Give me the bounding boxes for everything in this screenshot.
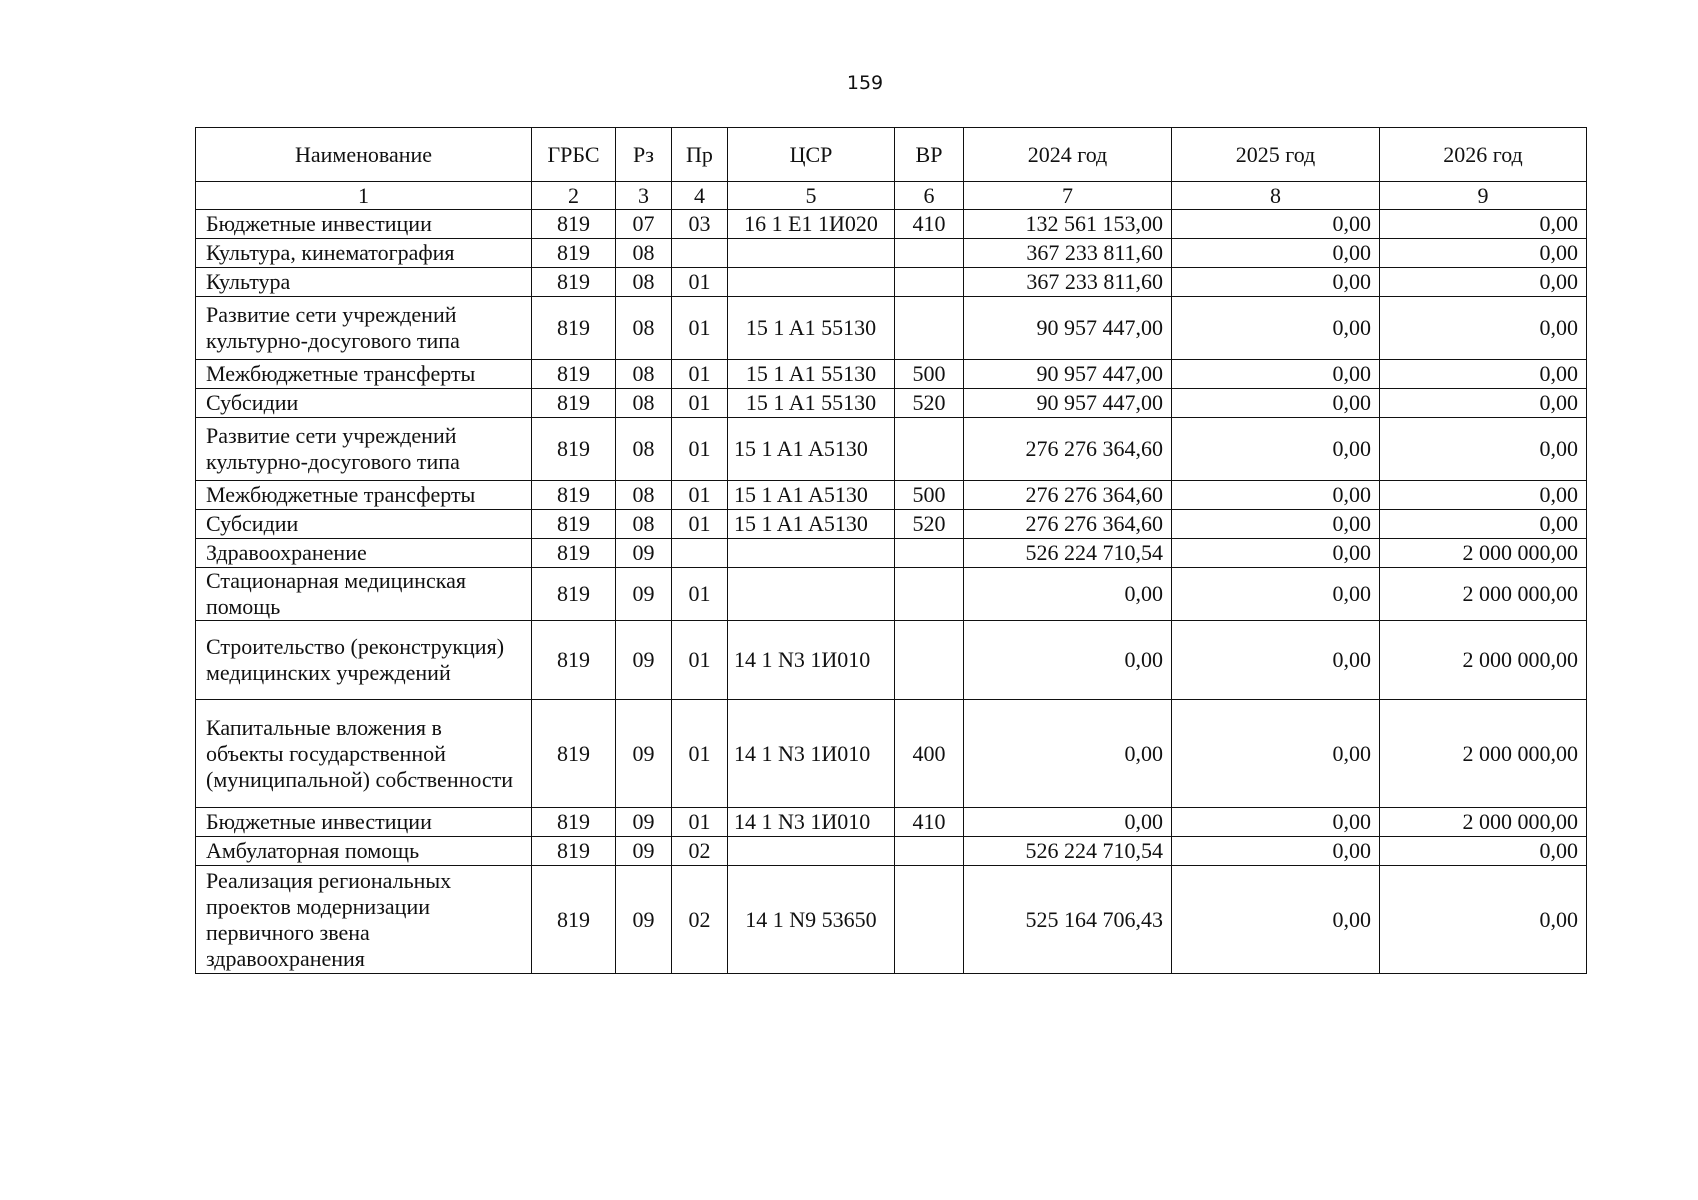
cell-rz: 08 — [616, 297, 672, 360]
cell-pr — [672, 539, 728, 568]
cell-csr: 15 1 A1 A5130 — [728, 418, 895, 481]
table-row — [196, 389, 1587, 418]
cell-csr — [728, 837, 895, 866]
cell-rz: 09 — [616, 808, 672, 837]
cell-vr — [895, 268, 964, 297]
cell-2024: 367 233 811,60 — [964, 268, 1172, 297]
cell-pr: 01 — [672, 621, 728, 700]
header-2025: 2025 год — [1172, 128, 1380, 182]
cell-name: Межбюджетные трансферты — [196, 481, 532, 510]
column-number: 9 — [1380, 182, 1587, 210]
cell-pr: 01 — [672, 268, 728, 297]
cell-2026: 0,00 — [1380, 210, 1587, 239]
cell-grbs: 819 — [532, 700, 616, 808]
cell-vr — [895, 568, 964, 621]
cell-csr — [728, 239, 895, 268]
cell-2026: 0,00 — [1380, 837, 1587, 866]
cell-csr — [728, 539, 895, 568]
column-number: 4 — [672, 182, 728, 210]
cell-2025: 0,00 — [1172, 808, 1380, 837]
cell-2026: 0,00 — [1380, 268, 1587, 297]
column-number: 5 — [728, 182, 895, 210]
cell-rz: 08 — [616, 360, 672, 389]
table-row — [196, 837, 1587, 866]
cell-pr: 01 — [672, 808, 728, 837]
cell-2025: 0,00 — [1172, 418, 1380, 481]
cell-grbs: 819 — [532, 360, 616, 389]
cell-rz: 08 — [616, 239, 672, 268]
cell-2024: 90 957 447,00 — [964, 389, 1172, 418]
column-number: 3 — [616, 182, 672, 210]
cell-grbs: 819 — [532, 210, 616, 239]
cell-pr: 01 — [672, 360, 728, 389]
cell-pr — [672, 239, 728, 268]
cell-rz: 09 — [616, 866, 672, 974]
cell-grbs: 819 — [532, 510, 616, 539]
cell-vr: 500 — [895, 360, 964, 389]
cell-name: Развитие сети учреждений культурно-досугового типа — [196, 297, 532, 360]
column-number-row — [196, 182, 1587, 210]
cell-2026: 0,00 — [1380, 481, 1587, 510]
cell-2025: 0,00 — [1172, 360, 1380, 389]
cell-rz: 08 — [616, 481, 672, 510]
cell-pr: 03 — [672, 210, 728, 239]
cell-pr: 01 — [672, 389, 728, 418]
cell-name: Реализация региональных проектов модернизации первичного звена здравоохранения — [196, 866, 532, 974]
cell-name: Субсидии — [196, 510, 532, 539]
header-2026: 2026 год — [1380, 128, 1587, 182]
table-row — [196, 481, 1587, 510]
header-row — [196, 128, 1587, 182]
cell-2025: 0,00 — [1172, 297, 1380, 360]
cell-grbs: 819 — [532, 389, 616, 418]
cell-pr: 02 — [672, 837, 728, 866]
cell-vr — [895, 297, 964, 360]
cell-grbs: 819 — [532, 481, 616, 510]
cell-pr: 01 — [672, 510, 728, 539]
cell-2024: 90 957 447,00 — [964, 360, 1172, 389]
cell-pr: 01 — [672, 297, 728, 360]
cell-2026: 2 000 000,00 — [1380, 539, 1587, 568]
cell-csr — [728, 268, 895, 297]
cell-csr: 14 1 N3 1И010 — [728, 808, 895, 837]
cell-grbs: 819 — [532, 568, 616, 621]
cell-2024: 0,00 — [964, 808, 1172, 837]
cell-csr: 15 1 A1 A5130 — [728, 481, 895, 510]
cell-vr: 410 — [895, 808, 964, 837]
cell-rz: 09 — [616, 568, 672, 621]
cell-vr — [895, 539, 964, 568]
cell-2024: 367 233 811,60 — [964, 239, 1172, 268]
column-number: 7 — [964, 182, 1172, 210]
cell-grbs: 819 — [532, 539, 616, 568]
table-row — [196, 360, 1587, 389]
cell-2026: 2 000 000,00 — [1380, 808, 1587, 837]
cell-name: Капитальные вложения в объекты государственной (муниципальной) собственности — [196, 700, 532, 808]
header-grbs: ГРБС — [532, 128, 616, 182]
cell-2025: 0,00 — [1172, 239, 1380, 268]
table-row — [196, 621, 1587, 700]
cell-2026: 0,00 — [1380, 510, 1587, 539]
cell-vr: 520 — [895, 389, 964, 418]
cell-name: Субсидии — [196, 389, 532, 418]
cell-2025: 0,00 — [1172, 568, 1380, 621]
cell-rz: 09 — [616, 539, 672, 568]
table-row — [196, 700, 1587, 808]
cell-vr — [895, 866, 964, 974]
cell-grbs: 819 — [532, 621, 616, 700]
cell-csr: 15 1 A1 A5130 — [728, 510, 895, 539]
budget-table — [195, 127, 1587, 974]
cell-rz: 09 — [616, 700, 672, 808]
table-row — [196, 866, 1587, 974]
cell-2026: 0,00 — [1380, 360, 1587, 389]
header-2024: 2024 год — [964, 128, 1172, 182]
cell-vr — [895, 418, 964, 481]
cell-2026: 2 000 000,00 — [1380, 700, 1587, 808]
cell-2025: 0,00 — [1172, 700, 1380, 808]
cell-csr: 16 1 E1 1И020 — [728, 210, 895, 239]
table-row — [196, 808, 1587, 837]
cell-name: Бюджетные инвестиции — [196, 210, 532, 239]
header-name: Наименование — [196, 128, 532, 182]
cell-grbs: 819 — [532, 268, 616, 297]
cell-name: Амбулаторная помощь — [196, 837, 532, 866]
table-row — [196, 297, 1587, 360]
cell-name: Культура, кинематография — [196, 239, 532, 268]
cell-2024: 276 276 364,60 — [964, 510, 1172, 539]
cell-2025: 0,00 — [1172, 268, 1380, 297]
cell-2024: 132 561 153,00 — [964, 210, 1172, 239]
header-vr: ВР — [895, 128, 964, 182]
cell-grbs: 819 — [532, 837, 616, 866]
cell-2026: 2 000 000,00 — [1380, 621, 1587, 700]
cell-grbs: 819 — [532, 418, 616, 481]
cell-name: Стационарная медицинская помощь — [196, 568, 532, 621]
cell-pr: 02 — [672, 866, 728, 974]
cell-csr: 14 1 N3 1И010 — [728, 700, 895, 808]
cell-2025: 0,00 — [1172, 837, 1380, 866]
cell-name: Развитие сети учреждений культурно-досугового типа — [196, 418, 532, 481]
table-row — [196, 568, 1587, 621]
cell-pr: 01 — [672, 418, 728, 481]
cell-2025: 0,00 — [1172, 539, 1380, 568]
cell-2026: 0,00 — [1380, 239, 1587, 268]
cell-name: Межбюджетные трансферты — [196, 360, 532, 389]
cell-2025: 0,00 — [1172, 389, 1380, 418]
cell-grbs: 819 — [532, 866, 616, 974]
cell-2024: 0,00 — [964, 621, 1172, 700]
cell-2025: 0,00 — [1172, 210, 1380, 239]
cell-rz: 08 — [616, 418, 672, 481]
cell-vr: 400 — [895, 700, 964, 808]
cell-pr: 01 — [672, 481, 728, 510]
cell-rz: 08 — [616, 510, 672, 539]
cell-2026: 0,00 — [1380, 297, 1587, 360]
page-number: 159 — [846, 72, 884, 94]
column-number: 8 — [1172, 182, 1380, 210]
header-rz: Рз — [616, 128, 672, 182]
cell-vr: 520 — [895, 510, 964, 539]
table-row — [196, 268, 1587, 297]
cell-2024: 276 276 364,60 — [964, 418, 1172, 481]
cell-csr: 15 1 A1 55130 — [728, 389, 895, 418]
cell-2024: 525 164 706,43 — [964, 866, 1172, 974]
cell-grbs: 819 — [532, 239, 616, 268]
cell-vr: 500 — [895, 481, 964, 510]
cell-rz: 09 — [616, 837, 672, 866]
cell-2026: 2 000 000,00 — [1380, 568, 1587, 621]
table-row — [196, 539, 1587, 568]
cell-csr — [728, 568, 895, 621]
cell-vr — [895, 239, 964, 268]
cell-rz: 08 — [616, 389, 672, 418]
cell-csr: 15 1 A1 55130 — [728, 360, 895, 389]
cell-2025: 0,00 — [1172, 481, 1380, 510]
table-row — [196, 418, 1587, 481]
cell-2026: 0,00 — [1380, 866, 1587, 974]
cell-2026: 0,00 — [1380, 389, 1587, 418]
cell-vr — [895, 837, 964, 866]
cell-2025: 0,00 — [1172, 510, 1380, 539]
cell-name: Бюджетные инвестиции — [196, 808, 532, 837]
cell-csr: 14 1 N3 1И010 — [728, 621, 895, 700]
cell-name: Строительство (реконструкция) медицинских учреждений — [196, 621, 532, 700]
cell-2025: 0,00 — [1172, 621, 1380, 700]
cell-2024: 90 957 447,00 — [964, 297, 1172, 360]
table-row — [196, 210, 1587, 239]
cell-rz: 07 — [616, 210, 672, 239]
cell-grbs: 819 — [532, 808, 616, 837]
cell-pr: 01 — [672, 700, 728, 808]
cell-vr — [895, 621, 964, 700]
cell-vr: 410 — [895, 210, 964, 239]
cell-2024: 0,00 — [964, 568, 1172, 621]
cell-2024: 276 276 364,60 — [964, 481, 1172, 510]
cell-name: Здравоохранение — [196, 539, 532, 568]
cell-csr: 14 1 N9 53650 — [728, 866, 895, 974]
cell-2024: 0,00 — [964, 700, 1172, 808]
header-pr: Пр — [672, 128, 728, 182]
table-row — [196, 239, 1587, 268]
column-number: 2 — [532, 182, 616, 210]
cell-rz: 08 — [616, 268, 672, 297]
cell-2024: 526 224 710,54 — [964, 539, 1172, 568]
column-number: 1 — [196, 182, 532, 210]
table-row — [196, 510, 1587, 539]
cell-grbs: 819 — [532, 297, 616, 360]
cell-2024: 526 224 710,54 — [964, 837, 1172, 866]
cell-2025: 0,00 — [1172, 866, 1380, 974]
cell-2026: 0,00 — [1380, 418, 1587, 481]
column-number: 6 — [895, 182, 964, 210]
cell-name: Культура — [196, 268, 532, 297]
cell-csr: 15 1 A1 55130 — [728, 297, 895, 360]
header-csr: ЦСР — [728, 128, 895, 182]
cell-rz: 09 — [616, 621, 672, 700]
cell-pr: 01 — [672, 568, 728, 621]
